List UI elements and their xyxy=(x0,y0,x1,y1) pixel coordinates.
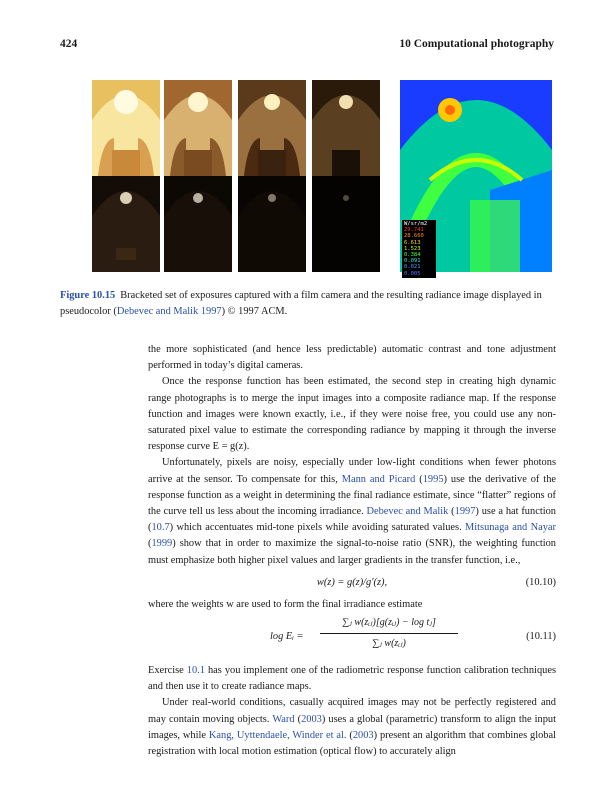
legend-value-3: 6.613 xyxy=(404,239,421,246)
running-header xyxy=(60,38,554,54)
equation-ref-10-7[interactable]: 10.7 xyxy=(151,522,170,534)
equation-10-10-expr: w(z) = g(z)/g′(z), xyxy=(316,576,388,588)
paragraph-4: where the weights w are used to form the final irradiance estimate xyxy=(148,598,423,610)
citation-debevec-malik[interactable]: Debevec and Malik xyxy=(366,506,449,518)
exposure-4 xyxy=(312,80,380,176)
p3-text-e: show that in order to maximize the signal-to-noise ratio (SNR), the weighting function must emphasize both higher pixel values and larger gradients in the transfer function, i.e., xyxy=(148,538,556,566)
caption-tail: ) © 1997 ACM. xyxy=(221,306,288,317)
p5-text-a: Exercise xyxy=(148,665,187,677)
caption-citation[interactable]: Debevec and Malik 1997 xyxy=(116,306,222,317)
p6-text-a: Under real-world conditions, casually acquired images may not be perfectly registered and may contain moving objects. xyxy=(148,697,556,725)
citation-mann-picard[interactable]: Mann and Picard xyxy=(341,473,416,485)
body-text xyxy=(148,342,556,760)
figure-caption xyxy=(60,288,556,320)
citation-ward-year[interactable]: 2003 xyxy=(301,713,322,725)
equation-10-11-number: (10.11) xyxy=(526,631,556,643)
figure-label: Figure 10.15 xyxy=(60,290,116,301)
equation-10-11-lhs: log Eᵢ = xyxy=(270,631,304,643)
chapter-title: 10 Computational photography xyxy=(399,38,554,50)
legend-value-4: 1.523 xyxy=(404,245,421,252)
exposure-5 xyxy=(92,176,160,272)
equation-10-10-number: (10.10) xyxy=(525,576,556,588)
equation-10-11-fraction xyxy=(320,615,458,652)
legend-value-7: 0.021 xyxy=(404,264,421,271)
citation-kang[interactable]: Kang, Uyttendaele, Winder et al. xyxy=(208,729,347,741)
paragraph-3: Unfortunately, pixels are noisy, especially under low-light conditions when fewer photons arrive at the sensor. To compensate for this, Mann and Picard (1995) use the derivative of the response function as a weight in determining the final radiance estimate, since “flatter” regions of the curve tell us less about the incoming irradiance. Debevec and Malik (1997) use a hat function (10.7) which accentuates mid-tone pixels while avoiding saturated values. Mitsunaga and Nayar (1999) show that in order to maximize the signal-to-noise ratio (SNR), the weighting function must emphasize both higher pixel values and larger gradients in the transfer function, i.e., xyxy=(148,457,556,566)
paragraph-2: Once the response function has been estimated, the second step in creating high dynamic range photographs is to merge the input images into a composite radiance map. If the response function and images were known exactly, i.e., if they were noise free, you could use any non-saturated pixel value to estimate the corresponding radiance by mapping it through the inverse response curve E = g(z). xyxy=(148,376,556,453)
exposure-1 xyxy=(92,80,160,176)
radiance-legend xyxy=(402,220,436,278)
p6-text-b: uses a global (parametric) transform to align the input images, while xyxy=(148,713,556,741)
equation-10-10 xyxy=(148,569,556,597)
p3-text-a: Unfortunately, pixels are noisy, especially under low-light conditions when fewer photons arrive at the sensor. To compensate for this, xyxy=(148,457,556,485)
exercise-ref-10-1[interactable]: 10.1 xyxy=(186,665,205,677)
p5-text-b: has you implement one of the radiometric response function calibration techniques and then use it to create radiance maps. xyxy=(148,665,556,693)
paragraph-1: the more sophisticated (and hence less predictable) automatic contrast and tone adjustment performed in today’s digital cameras. xyxy=(148,344,556,372)
citation-ward[interactable]: Ward xyxy=(272,713,295,725)
paragraph-5 xyxy=(148,663,556,695)
citation-mann-picard-year[interactable]: 1995 xyxy=(422,473,444,485)
exposure-3 xyxy=(238,80,306,176)
p3-text-c: use a hat function ( xyxy=(148,506,556,534)
p6-text-c: present an algorithm that combines global registration with local motion estimation (optical flow) to accurately align xyxy=(148,729,556,758)
legend-value-5: 0.384 xyxy=(404,252,421,259)
legend-title: W/sr/m2 xyxy=(404,221,428,227)
exposure-2 xyxy=(164,80,232,176)
caption-text: Bracketed set of exposures captured with a film camera and the resulting radiance image displayed in pseudocolor ( xyxy=(60,290,542,317)
p3-text-b: use the derivative of the response function as a weight in determining the final radiance estimate, since “flatter” regions of the curve tell us less about the incoming irradiance. xyxy=(148,473,556,518)
exposure-7 xyxy=(238,176,306,272)
exposure-8 xyxy=(312,176,380,272)
paragraph-6: Under real-world conditions, casually acquired images may not be perfectly registered and may contain moving objects. Ward (2003) uses a global (parametric) transform to align the input images, while Kang, Uyttendaele, Winder et al. (2003) present an algorithm that combines global registration with local motion estimation (optical flow) to accurately align xyxy=(148,697,556,758)
legend-value-2: 28.660 xyxy=(404,233,424,240)
legend-value-1: 29.741 xyxy=(404,227,424,234)
equation-10-11 xyxy=(148,613,556,663)
p3-text-d: ) which accentuates mid-tone pixels while avoiding saturated values. xyxy=(169,522,466,534)
citation-kang-year[interactable]: 2003 xyxy=(352,729,374,741)
equation-10-11-denominator: ∑ⱼ w(zᵢⱼ) xyxy=(372,638,406,650)
citation-mitsunaga-nayar-year[interactable]: 1999 xyxy=(151,538,173,550)
exposure-6 xyxy=(164,176,232,272)
page-number: 424 xyxy=(60,38,78,50)
legend-value-6: 0.091 xyxy=(404,258,421,265)
equation-10-11-numerator: ∑ⱼ w(zᵢⱼ)[g(zᵢⱼ) − log tⱼ] xyxy=(320,615,458,634)
citation-mitsunaga-nayar[interactable]: Mitsunaga and Nayar xyxy=(465,522,556,534)
radiance-map xyxy=(400,80,552,277)
legend-value-8: 0.005 xyxy=(404,270,421,277)
citation-debevec-malik-year[interactable]: 1997 xyxy=(454,506,476,518)
